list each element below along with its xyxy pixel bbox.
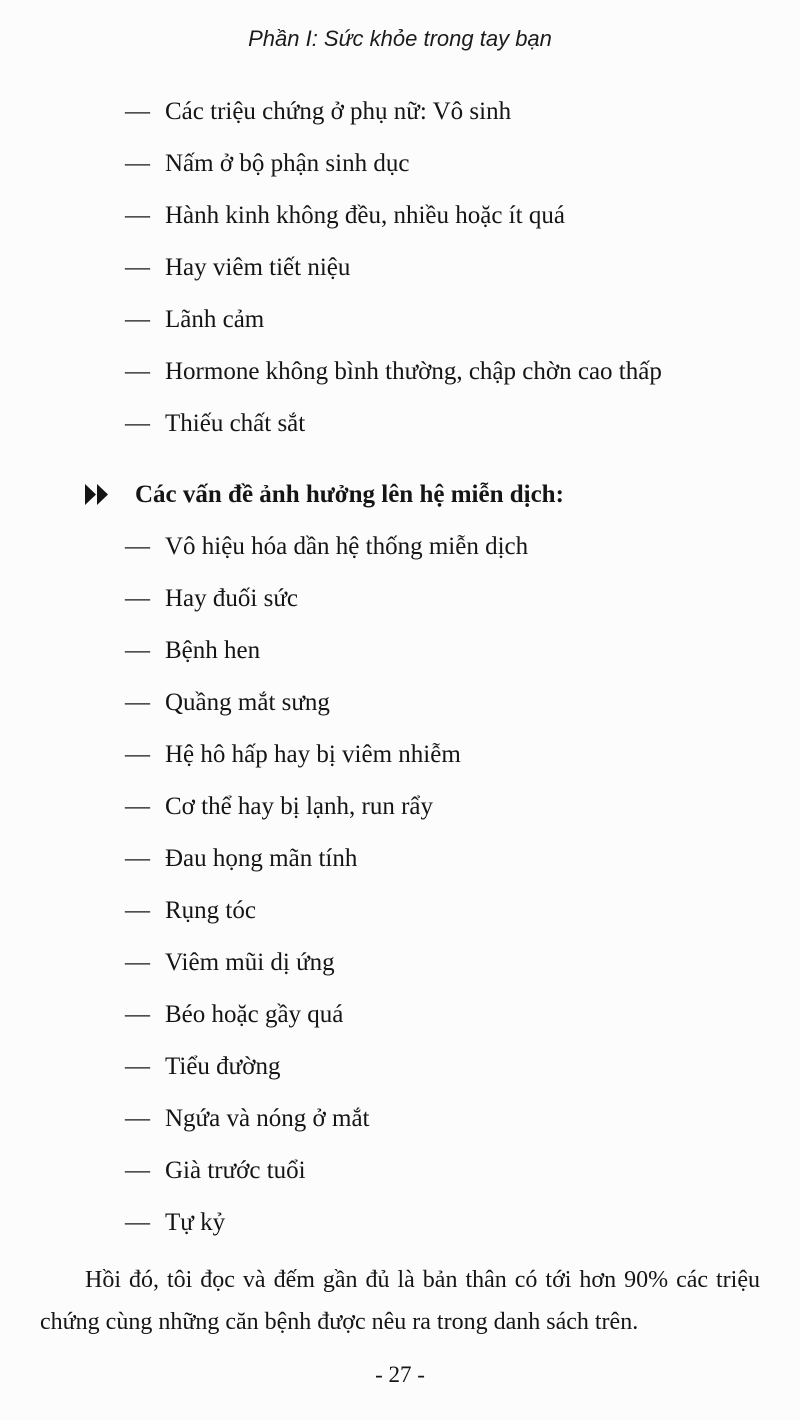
dash-marker: — <box>125 637 149 664</box>
list-item <box>125 200 770 232</box>
list-item <box>125 635 770 667</box>
list-item <box>125 1051 770 1083</box>
list-item <box>125 583 770 615</box>
dash-marker: — <box>125 1001 149 1028</box>
list-item <box>125 843 770 875</box>
list-item <box>125 148 770 180</box>
dash-marker: — <box>125 410 149 437</box>
list-item-text: Già trước tuổi <box>165 1157 306 1184</box>
list-item <box>125 252 770 284</box>
list-item <box>125 408 770 440</box>
list-item-text: Bệnh hen <box>165 637 261 664</box>
dash-marker: — <box>125 150 149 177</box>
list-item-text: Béo hoặc gầy quá <box>165 1001 344 1028</box>
list-item-text: Viêm mũi dị ứng <box>165 949 335 976</box>
list-item-text: Vô hiệu hóa dần hệ thống miễn dịch <box>165 533 529 560</box>
dash-marker: — <box>125 306 149 333</box>
list-item-text: Hệ hô hấp hay bị viêm nhiễm <box>165 741 461 768</box>
list-item <box>125 947 770 979</box>
list-item-text: Đau họng mãn tính <box>165 845 358 872</box>
dash-marker: — <box>125 949 149 976</box>
list-item <box>125 1103 770 1135</box>
dash-marker: — <box>125 1209 149 1236</box>
list-item-text: Lãnh cảm <box>165 306 265 333</box>
dash-marker: — <box>125 1105 149 1132</box>
list-item-text: Rụng tóc <box>165 897 256 924</box>
list-item <box>125 531 770 563</box>
list-item-text: Tự kỷ <box>165 1209 226 1236</box>
dash-marker: — <box>125 689 149 716</box>
list-item <box>125 1207 770 1239</box>
dash-marker: — <box>125 254 149 281</box>
list-item <box>125 96 770 128</box>
running-header: Phần I: Sức khỏe trong tay bạn <box>248 26 552 51</box>
dash-marker: — <box>125 1053 149 1080</box>
list-item <box>125 739 770 771</box>
list-item <box>125 1155 770 1187</box>
dash-marker: — <box>125 1157 149 1184</box>
list-item-text: Ngứa và nóng ở mắt <box>165 1105 370 1132</box>
list-item <box>125 356 770 388</box>
section-heading-text: Các vấn đề ảnh hưởng lên hệ miễn dịch: <box>135 481 564 508</box>
list-item-text: Cơ thể hay bị lạnh, run rẩy <box>165 793 434 820</box>
section-heading-immune <box>85 479 770 511</box>
list-item-text: Hay đuối sức <box>165 585 298 612</box>
list-item-text: Nấm ở bộ phận sinh dục <box>165 150 410 177</box>
list-item-text: Hành kinh không đều, nhiều hoặc ít quá <box>165 202 565 229</box>
list-item-text: Các triệu chứng ở phụ nữ: Vô sinh <box>165 98 512 125</box>
dash-marker: — <box>125 585 149 612</box>
dash-marker: — <box>125 897 149 924</box>
double-right-arrow-icon <box>85 479 135 505</box>
symptom-list-immune <box>125 531 770 1239</box>
page-number: - 27 - <box>375 1362 425 1387</box>
dash-marker: — <box>125 741 149 768</box>
body-paragraph: Hồi đó, tôi đọc và đếm gần đủ là bản thân có tới hơn 90% các triệu chứng cùng những căn bệnh được nêu ra trong danh sách trên. <box>40 1267 760 1335</box>
list-item-text: Thiếu chất sắt <box>165 410 306 437</box>
list-item <box>125 791 770 823</box>
dash-marker: — <box>125 793 149 820</box>
list-item-text: Hormone không bình thường, chập chờn cao thấp <box>165 358 662 385</box>
dash-marker: — <box>125 845 149 872</box>
list-item-text: Hay viêm tiết niệu <box>165 254 351 281</box>
list-item-text: Tiểu đường <box>165 1053 281 1080</box>
dash-marker: — <box>125 98 149 125</box>
dash-marker: — <box>125 358 149 385</box>
list-item <box>125 687 770 719</box>
dash-marker: — <box>125 533 149 560</box>
symptom-list-women <box>125 96 770 440</box>
dash-marker: — <box>125 202 149 229</box>
list-item <box>125 895 770 927</box>
list-item <box>125 304 770 336</box>
list-item-text: Quầng mắt sưng <box>165 689 330 716</box>
list-item <box>125 999 770 1031</box>
